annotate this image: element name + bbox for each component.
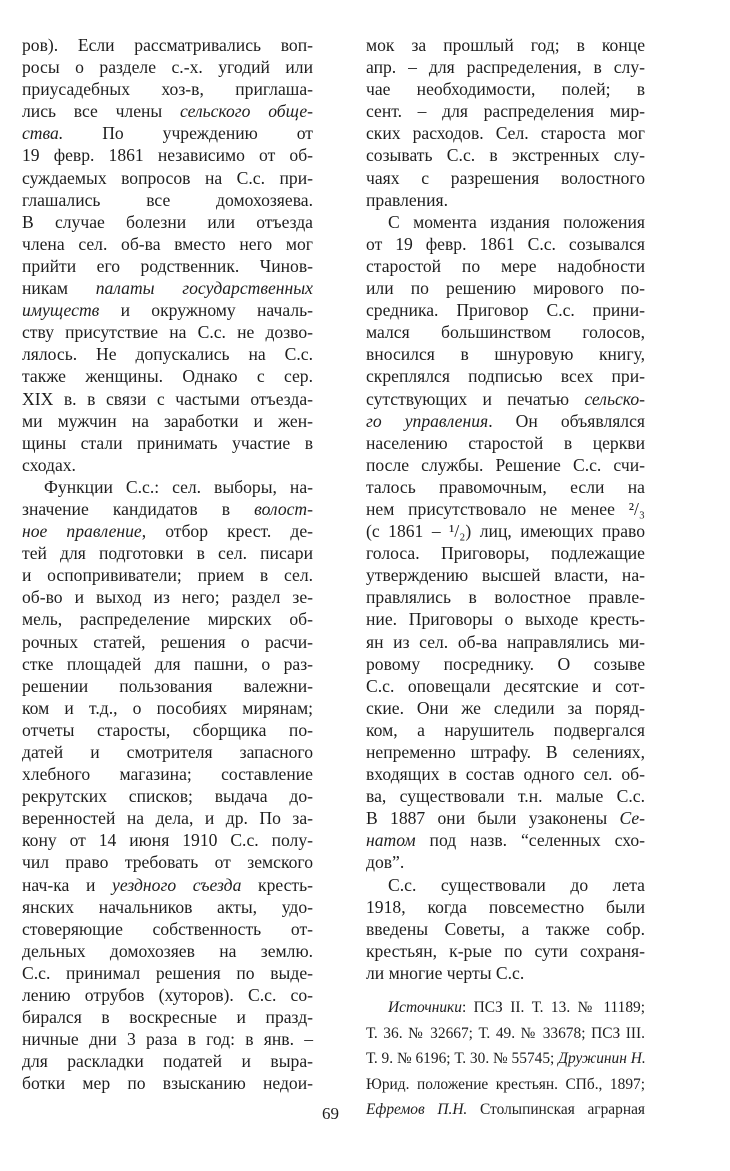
text-run: С.с. оповещали десятские и сот- xyxy=(366,675,645,696)
text-line xyxy=(22,918,313,940)
italic-term: натом xyxy=(366,830,416,851)
text-run: С.с. принимал решения по выде- xyxy=(22,962,313,983)
text-line xyxy=(22,785,313,807)
text-line xyxy=(22,144,313,166)
text-line xyxy=(22,940,313,962)
text-run: апр. – для распределения, в слу- xyxy=(366,57,645,78)
text-run: С момента издания положения xyxy=(388,211,645,232)
text-line xyxy=(366,498,645,520)
text-run: 19 февр. 1861 независимо от об- xyxy=(22,145,313,166)
italic-term: сельско- xyxy=(584,388,645,409)
text-run: созывать С.с. в экстренных слу- xyxy=(366,145,645,166)
text-line xyxy=(366,167,645,189)
text-line xyxy=(366,829,645,851)
text-line xyxy=(366,122,645,144)
text-line xyxy=(366,697,645,719)
text-line xyxy=(366,343,645,365)
text-line xyxy=(22,167,313,189)
text-run: крестьян, к-рые по сути сохраня- xyxy=(366,940,645,961)
text-line xyxy=(22,100,313,122)
text-line xyxy=(366,741,645,763)
text-run: суждаемых вопросов на С.с. при- xyxy=(22,167,313,188)
text-line xyxy=(366,586,645,608)
page-number: 69 xyxy=(322,1104,339,1123)
text-line xyxy=(22,498,313,520)
text-line xyxy=(22,520,313,542)
text-line xyxy=(366,410,645,432)
sources-block xyxy=(366,995,645,1123)
text-run: ровому посреднику. О созыве xyxy=(366,653,645,674)
text-run: правления. xyxy=(366,189,449,210)
text-run: ничные дни 3 раза в год: в янв. – xyxy=(22,1029,313,1050)
text-run: тей для подготовки в сел. писари xyxy=(22,543,313,564)
text-line xyxy=(22,542,313,564)
text-run: 1918, когда повсеместно были xyxy=(366,896,645,917)
text-line xyxy=(22,255,313,277)
text-line xyxy=(22,763,313,785)
text-line xyxy=(22,741,313,763)
text-run: В случае болезни или отъезда xyxy=(22,211,313,232)
text-run: нем присутствовало не менее ²/₃ xyxy=(366,498,645,519)
text-line xyxy=(22,211,313,233)
text-column-left xyxy=(22,34,313,1095)
text-run: решении пользования валежни- xyxy=(22,675,313,696)
italic-term: имуществ xyxy=(22,300,100,321)
italic-term: ства. xyxy=(22,123,64,144)
text-run: никам xyxy=(22,278,96,299)
text-run: вносился в шнуровую книгу, xyxy=(366,344,645,365)
text-run: щины стали принимать участие в xyxy=(22,432,313,453)
text-run: : ПСЗ II. Т. 13. № 11189; xyxy=(461,999,645,1016)
text-run: и оспопрививатели; прием в сел. xyxy=(22,565,313,586)
italic-term: го управления xyxy=(366,410,489,431)
text-line xyxy=(22,564,313,586)
text-run: сент. – для распределения мир- xyxy=(366,101,645,122)
text-run: , отбор крест. де- xyxy=(141,521,313,542)
text-run: введены Советы, а также собр. xyxy=(366,918,645,939)
text-run: хлебного магазина; составление xyxy=(22,764,313,785)
text-run: чае необходимости, полей; в xyxy=(366,79,645,100)
text-line xyxy=(366,299,645,321)
text-run: Столыпинская аграрная xyxy=(467,1101,645,1118)
text-line xyxy=(22,653,313,675)
text-run: об-во и выход из него; раздел зе- xyxy=(22,587,313,608)
text-run: сходах. xyxy=(22,454,76,475)
text-run: датей и смотрителя запасного xyxy=(22,742,313,762)
text-line xyxy=(22,896,313,918)
text-run: рекрутских списков; выдача до- xyxy=(22,786,313,807)
italic-term: Ефремов П.Н. xyxy=(366,1101,468,1118)
text-line xyxy=(366,653,645,675)
text-line xyxy=(22,586,313,608)
text-line xyxy=(22,432,313,454)
text-run: дельных домохозяев на землю. xyxy=(22,940,313,961)
text-line xyxy=(366,432,645,454)
text-line xyxy=(366,785,645,807)
text-line xyxy=(22,874,313,896)
text-run: кону от 14 июня 1910 С.с. полу- xyxy=(22,830,313,851)
text-run: приусадебных хоз-в, приглаша- xyxy=(22,79,313,100)
text-line xyxy=(22,454,313,476)
text-run: правлялись в волостное правле- xyxy=(366,587,645,608)
text-line xyxy=(366,608,645,630)
text-line xyxy=(366,233,645,255)
text-line xyxy=(22,343,313,365)
text-line xyxy=(22,719,313,741)
text-run: мок за прошлый год; в конце xyxy=(366,35,645,55)
text-line xyxy=(22,56,313,78)
text-run: Функции С.с.: сел. выборы, на- xyxy=(44,476,313,497)
text-line xyxy=(22,299,313,321)
text-line xyxy=(366,719,645,741)
text-run: лялось. Не допускались на С.с. xyxy=(22,344,313,365)
text-run: ком и т.д., о пособиях мирянам; xyxy=(22,697,313,718)
text-run: от 19 февр. 1861 С.с. созывался xyxy=(366,233,645,254)
text-run: или по решению мирового по- xyxy=(366,278,645,299)
text-line xyxy=(22,984,313,1006)
text-line xyxy=(366,211,645,233)
text-line xyxy=(22,388,313,410)
text-line xyxy=(366,631,645,653)
text-line xyxy=(366,277,645,299)
text-run: после службы. Решение С.с. счи- xyxy=(366,454,645,475)
text-run: ли многие черты С.с. xyxy=(366,962,525,983)
text-line xyxy=(366,807,645,829)
text-line xyxy=(22,78,313,100)
text-run: средника. Приговор С.с. прини- xyxy=(366,300,645,321)
text-line xyxy=(366,144,645,166)
text-run: бирался в воскресные и празд- xyxy=(22,1007,313,1028)
text-line xyxy=(22,476,313,498)
text-line xyxy=(366,918,645,940)
text-run: Т. 9. № 6196; Т. 30. № 55745; xyxy=(366,1050,559,1067)
text-line xyxy=(366,56,645,78)
text-run: отчеты старосты, сборщика по- xyxy=(22,719,313,740)
text-line xyxy=(22,1050,313,1072)
text-line xyxy=(366,520,645,542)
text-run: чаях с разрешения волостного xyxy=(366,167,645,188)
text-run: талось правомочным, если на xyxy=(366,476,645,497)
text-column-right xyxy=(366,34,645,984)
text-run: ва, существовали т.н. малые С.с. xyxy=(366,786,645,807)
text-run: мался большинством голосов, xyxy=(366,322,645,343)
text-run: дов”. xyxy=(366,852,405,873)
text-line xyxy=(366,995,645,1021)
text-line xyxy=(366,851,645,873)
text-run: В 1887 они были узаконены xyxy=(366,808,620,829)
text-line xyxy=(22,189,313,211)
text-line xyxy=(22,1028,313,1050)
text-line xyxy=(22,233,313,255)
text-run: рочных статей, решения о расчи- xyxy=(22,631,313,652)
italic-term: Дружинин Н. xyxy=(558,1050,646,1067)
italic-term: уездного съезда xyxy=(112,874,242,895)
italic-term: палаты государственных xyxy=(95,278,313,299)
text-line xyxy=(366,255,645,277)
text-run: ботки мер по взысканию недои- xyxy=(22,1073,313,1094)
text-line xyxy=(366,940,645,962)
text-run: под назв. “селенных схо- xyxy=(415,830,645,851)
text-line xyxy=(22,829,313,851)
text-run: веренностей на дела, и др. По за- xyxy=(22,808,313,829)
text-run: XIX в. в связи с частыми отъезда- xyxy=(22,388,313,409)
text-run: росы о разделе с.-х. угодий или xyxy=(22,57,313,78)
text-run: утверждению высшей власти, на- xyxy=(366,565,645,586)
text-run: ние. Приговоры о выходе кресть- xyxy=(366,609,645,630)
text-line xyxy=(366,763,645,785)
italic-term: ное правление xyxy=(22,521,142,542)
text-run: населению старостой в церкви xyxy=(366,432,645,453)
text-run: ком, а нарушитель подвергался xyxy=(366,719,645,740)
text-run: (с 1861 – ¹/₂) лиц, имеющих право xyxy=(366,521,645,542)
text-run: мель, распределение мирских об- xyxy=(22,609,313,630)
text-run: члена сел. об-ва вместо него мог xyxy=(22,233,313,254)
text-line xyxy=(22,697,313,719)
text-line xyxy=(366,564,645,586)
text-line xyxy=(22,277,313,299)
text-line xyxy=(366,874,645,896)
text-run: и окружному началь- xyxy=(99,300,313,321)
text-run: глашались все домохозяева. xyxy=(22,189,313,210)
italic-term: сельского обще- xyxy=(180,101,314,122)
text-line xyxy=(22,675,313,697)
text-run: ству присутствие на С.с. не дозво- xyxy=(22,322,313,343)
text-line xyxy=(22,631,313,653)
text-line xyxy=(366,542,645,564)
text-run: непременно штрафу. В селениях, xyxy=(366,742,645,762)
text-line xyxy=(22,34,313,56)
text-run: Т. 36. № 32667; Т. 49. № 33678; ПСЗ III. xyxy=(366,1024,645,1042)
text-run: значение кандидатов в xyxy=(22,498,255,519)
text-line xyxy=(22,410,313,432)
text-line xyxy=(366,454,645,476)
text-run: прийти его родственник. Чинов- xyxy=(22,255,313,276)
text-line xyxy=(22,1006,313,1028)
text-line xyxy=(366,321,645,343)
text-line xyxy=(366,896,645,918)
text-run: скреплялся подписью всех при- xyxy=(366,366,645,387)
text-line xyxy=(22,962,313,984)
text-run: входящих в состав одного сел. об- xyxy=(366,764,645,785)
text-run: нач-ка и xyxy=(22,874,113,895)
italic-term: Се- xyxy=(619,808,645,829)
text-line xyxy=(366,675,645,697)
text-line xyxy=(22,1072,313,1094)
text-line xyxy=(22,321,313,343)
text-run: По учреждению от xyxy=(63,123,313,144)
text-run: ских расходов. Сел. староста мог xyxy=(366,123,645,144)
text-line xyxy=(22,122,313,144)
text-run: ров). Если рассматривались воп- xyxy=(22,35,313,55)
text-run: . Он объявлялся xyxy=(488,410,645,431)
italic-term: Источники xyxy=(388,999,462,1016)
text-line xyxy=(366,189,645,211)
text-run: янских начальников акты, удо- xyxy=(22,896,313,917)
text-line xyxy=(366,388,645,410)
text-line xyxy=(366,365,645,387)
text-line xyxy=(22,608,313,630)
text-line xyxy=(22,851,313,873)
text-line xyxy=(22,365,313,387)
text-run: Юрид. положение крестьян. СПб., 1897; xyxy=(366,1075,645,1093)
italic-term: волост- xyxy=(254,498,313,519)
text-run: кресть- xyxy=(241,874,313,895)
text-line xyxy=(366,1021,645,1047)
text-run: стке площадей для пашни, о раз- xyxy=(22,653,313,674)
text-run: лись все члены xyxy=(22,101,180,122)
text-run: лению отрубов (хуторов). С.с. со- xyxy=(22,985,313,1006)
text-run: для раскладки податей и выра- xyxy=(22,1051,313,1072)
text-run: чил право требовать от земского xyxy=(22,852,313,873)
text-run: ми мужчин на заработки и жен- xyxy=(22,410,313,431)
text-run: также женщины. Однако с сер. xyxy=(22,366,313,387)
text-run: голоса. Приговоры, подлежащие xyxy=(366,543,645,564)
text-line xyxy=(366,78,645,100)
text-line xyxy=(366,1046,645,1072)
text-run: сутствующих и печатью xyxy=(366,388,585,409)
text-run: С.с. существовали до лета xyxy=(388,874,645,895)
text-run: старостой по мере надобности xyxy=(366,255,645,276)
text-line xyxy=(366,1072,645,1098)
text-line xyxy=(366,100,645,122)
text-run: ян из сел. об-ва направлялись ми- xyxy=(366,631,645,652)
text-line xyxy=(366,962,645,984)
text-line xyxy=(366,1097,645,1123)
text-line xyxy=(366,34,645,56)
text-line xyxy=(22,807,313,829)
text-line xyxy=(366,476,645,498)
text-run: ские. Они же следили за поряд- xyxy=(366,697,645,718)
text-run: стоверяющие собственность от- xyxy=(22,918,313,939)
